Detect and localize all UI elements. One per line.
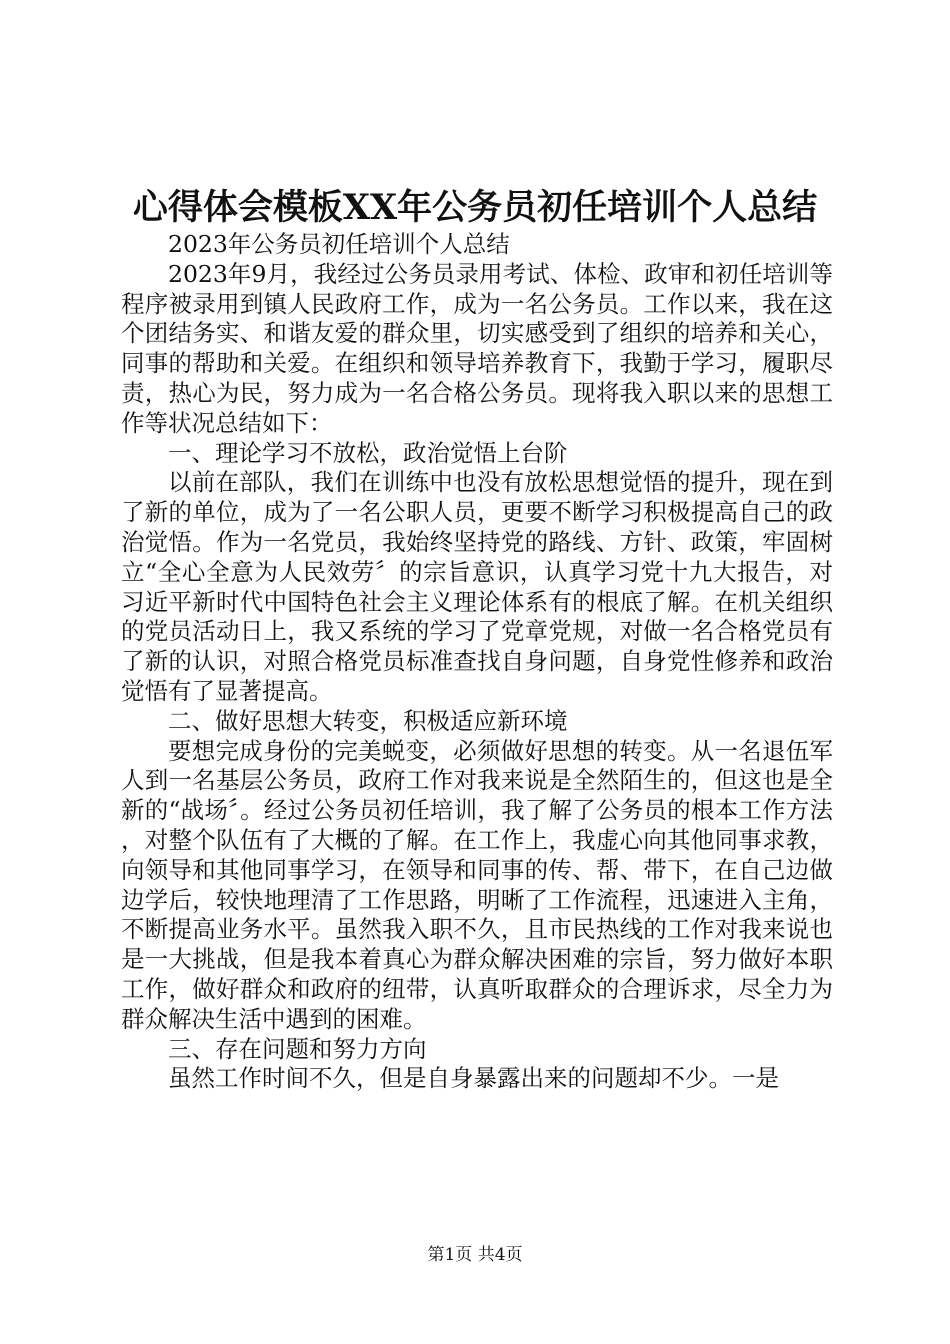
section-1-paragraph: 以前在部队，我们在训练中也没有放松思想觉悟的提升，现在到了新的单位，成为了一名公职人员，更要不断学习积极提高自己的政治觉悟。作为一名党员，我始终坚持党的路线、方针、政策，牢固树立“全心全意为人民效劳〞的宗旨意识，认真学习党十九大报告，对习近平新时代中国特色社会主义理论体系有的根底了解。在机关组织的党员活动日上，我又系统的学习了党章党规，对做一名合格党员有了新的认识，对照合格党员标准查找自身问题，自身党性修养和政治觉悟有了显著提高。 [121,468,833,705]
section-heading-1: 一、理论学习不放松，政治觉悟上台阶 [168,438,568,467]
intro-paragraph: 2023年9月，我经过公务员录用考试、体检、政审和初任培训等程序被录用到镇人民政府工作，成为一名公务员。工作以来，我在这个团结务实、和谐友爱的群众里，切实感受到了组织的培养和关心，同事的帮助和关爱。在组织和领导培养教育下，我勤于学习，履职尽责，热心为民，努力成为一名合格公务员。现将我入职以来的思想工作等状况总结如下： [121,259,833,437]
section-heading-3: 三、存在问题和努力方向 [168,1034,427,1063]
section-2-paragraph: 要想完成身份的完美蜕变，必须做好思想的转变。从一名退伍军人到一名基层公务员，政府工作对我来说是全然陌生的，但这也是全新的“战场〞。经过公务员初任培训，我了解了公务员的根本工作方法，对整个队伍有了大概的了解。在工作上，我虚心向其他同事求教，向领导和其他同事学习，在领导和同事的传、帮、带下，在自己边做边学后，较快地理清了工作思路，明晰了工作流程，迅速进入主角，不断提高业务水平。虽然我入职不久，且市民热线的工作对我来说也是一大挑战，但是我本着真心为群众解决困难的宗旨，努力做好本职工作，做好群众和政府的纽带，认真听取群众的合理诉求，尽全力为群众解决生活中遇到的困难。 [121,736,833,1033]
section-3-paragraph: 虽然工作时间不久，但是自身暴露出来的问题却不少。一是 [168,1064,779,1093]
document-title: 心得体会模板XX年公务员初任培训个人总结 [132,187,818,228]
subtitle-paragraph: 2023年公务员初任培训个人总结 [168,230,510,258]
page-footer: 第1页 共4页 [427,1245,523,1265]
document-body [121,230,833,1094]
section-heading-2: 二、做好思想大转变，积极适应新环境 [168,706,568,735]
